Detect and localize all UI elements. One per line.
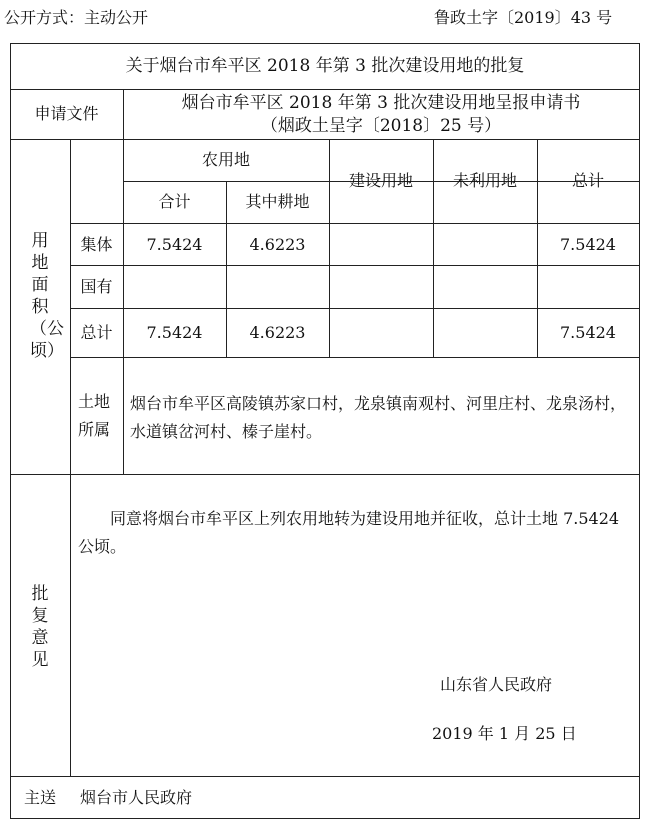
cultivated-header: 其中耕地 [245,192,310,211]
farmland-total-value: 7.5424 [146,323,203,342]
approval-text: 同意将烟台市牟平区上列农用地转为建设用地并征收，总计土地 7.5424 公顷。 [78,509,620,556]
approval-date: 2019 年 1 月 25 日 [432,724,577,743]
row-label: 集体 [80,235,113,254]
issuer: 山东省人民政府 [440,675,553,694]
disclosure-method: 公开方式：主动公开 [4,8,149,27]
row-label: 国有 [80,277,113,296]
recipient-label: 主送 [23,788,56,807]
cultivated-value: 4.6223 [249,323,306,342]
document-number: 鲁政土字〔2019〕43 号 [434,8,613,27]
document-title: 关于烟台市牟平区 2018 年第 3 批次建设用地的批复 [125,56,525,76]
recipient-value: 烟台市人民政府 [80,788,193,807]
cultivated-value: 4.6223 [249,235,306,254]
land-ownership-label: 土地所属 [78,392,111,439]
unused-header: 未利用地 [452,171,517,190]
farmland-total-value: 7.5424 [146,235,203,254]
grand-total-header: 总计 [571,171,604,190]
grand-total-value: 7.5424 [560,235,616,254]
land-area-label: 用地面积（公顷） [30,231,64,361]
approval-label: 批复意见 [31,584,49,670]
row-label: 总计 [80,323,113,342]
farmland-header: 农用地 [201,150,250,169]
application-title: 烟台市牟平区 2018 年第 3 批次建设用地呈报申请书 [181,93,581,113]
land-ownership-text: 烟台市牟平区高陵镇苏家口村，龙泉镇南观村、河里庄村、龙泉汤村，水道镇岔河村、榛子崖村。 [130,394,627,441]
farmland-total-header: 合计 [158,192,191,211]
application-number: （烟政土呈字〔2018〕25 号） [260,116,502,136]
grand-total-value: 7.5424 [560,323,616,342]
application-label: 申请文件 [34,104,99,123]
construction-header: 建设用地 [348,171,413,190]
